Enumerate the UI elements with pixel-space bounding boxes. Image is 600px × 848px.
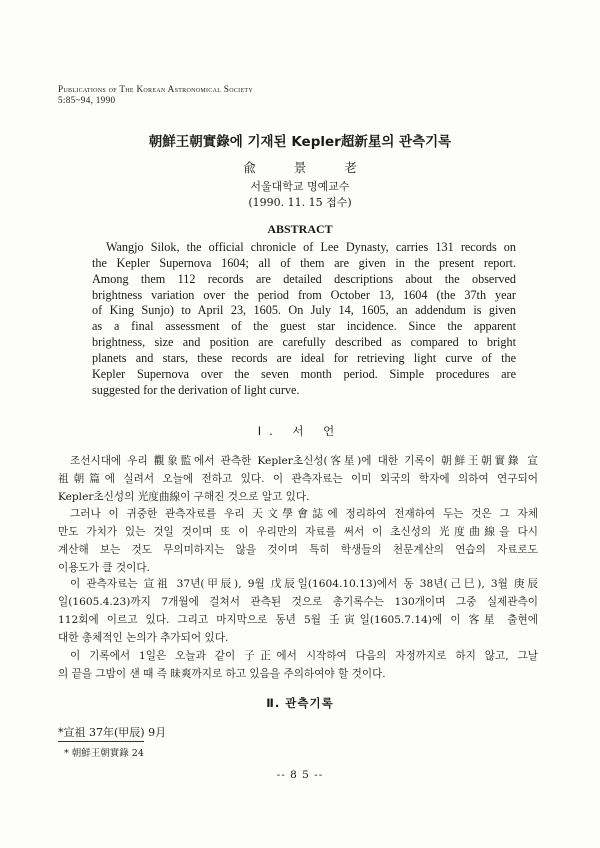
paragraph: [58, 452, 538, 506]
body-line: 조선시대에 우리 觀象監에서 관측한 Kepler초신성(客星)에 대한 기록이 朝鮮王朝實錄 宣: [70, 455, 538, 467]
body-line: Kepler초신성의 光度曲線이 구해진 것으로 알고 있다.: [58, 491, 310, 503]
abstract-line: of King Sunjo) to April 23, 1605. On July 14, 1605, an addendum is given: [92, 303, 516, 318]
abstract-body: [92, 240, 516, 398]
body-line: 이 기록에서 1일은 오늘과 같이 子正에서 시작하여 다음의 자정까지로 하지 않고, 그날: [70, 650, 538, 662]
author-name: 兪景老: [243, 160, 395, 175]
abstract-line: Wangjo Silok, the official chronicle of Lee Dynasty, carries 131 records on: [106, 240, 516, 254]
abstract-line: as a final assessment of the guest star incidence. Since the apparent: [92, 319, 516, 334]
body-line: 그러나 이 귀중한 관측자료를 우리 天文學會誌에 정리하여 전재하여 두는 것은 그 자체: [70, 508, 538, 520]
body-line: 계산해 보는 것도 무의미하지는 않을 것이며 특히 학생들의 천문계산의 연습의 자료로도: [58, 544, 538, 556]
body-line: 의 끝을 그밤이 샌 때 즉 昧爽까지로 하고 있음을 주의하여야 할 것이다.: [58, 668, 386, 680]
body-line: 112회에 이르고 있다. 그리고 마지막으로 동년 5월 壬寅일(1605.7.14)에 이 客星 출현에: [58, 614, 538, 626]
footnote: * 朝鮮王朝實錄 24: [64, 748, 144, 759]
journal-name: Publications of The Korean Astronomical Society: [58, 84, 254, 94]
body-line: 대한 총체적인 논의가 추가되어 있다.: [58, 632, 229, 644]
body-line: 이 관측자료는 宣祖 37년(甲辰), 9월 戊辰일(1604.10.13)에서 동 38년(己巳), 3월 庚辰: [70, 578, 538, 590]
body-line: 祖朝篇에 실려서 오늘에 전하고 있다. 이 관측자료는 이미 외국의 학자에 의하여 연구되어: [58, 473, 538, 485]
body-line: 이용도가 클 것이다.: [58, 562, 150, 574]
body-line: 만도 가치가 있는 것일 것이며 또 이 우리만의 자료를 써서 이 초신성의 光度曲線을 다시: [58, 526, 538, 538]
abstract-line: suggested for the derivation of light curve.: [92, 382, 300, 397]
paragraph: [58, 505, 538, 577]
paragraph: [58, 647, 538, 683]
body-line: 일(1605.4.23)까지 7개월에 걸쳐서 관측된 것으로 총기록수는 130개이며 그중 실제관측이: [58, 596, 538, 608]
abstract-line: brightness, size and position are carefully described as compared to bright: [92, 335, 516, 350]
paragraph: [58, 575, 538, 647]
footnote-divider: [58, 741, 144, 742]
abstract-line: brightness variation over the period from October 13, 1604 (the 37th year: [92, 287, 516, 302]
abstract-line: Kepler Supernova over the seven month period. Simple procedures are: [92, 366, 516, 381]
section-heading-records: Ⅱ. 관측기록: [266, 696, 334, 710]
section-heading-introduction: I. 서 언: [257, 424, 343, 438]
abstract-line: the Kepler Supernova 1604; all of them are given in the present report.: [92, 255, 516, 270]
record-date-heading: *宣祖 37年(甲辰) 9月: [58, 726, 167, 739]
abstract-line: planets and stars, these records are ideal for retrieving light curve of the: [92, 350, 516, 365]
page-number: -- 8 5 --: [276, 769, 324, 781]
abstract-heading: ABSTRACT: [267, 222, 333, 236]
received-date: (1990. 11. 15 접수): [248, 196, 352, 209]
author-affiliation: 서울대학교 명예교수: [250, 180, 350, 193]
abstract-line: Among them 112 records are detailed descriptions about the observed: [92, 271, 516, 286]
journal-citation: [58, 84, 253, 106]
journal-volume-pages: 5:85~94, 1990: [58, 95, 116, 105]
paper-title: 朝鮮王朝實錄에 기재된 Kepler超新星의 관측기록: [148, 134, 452, 150]
